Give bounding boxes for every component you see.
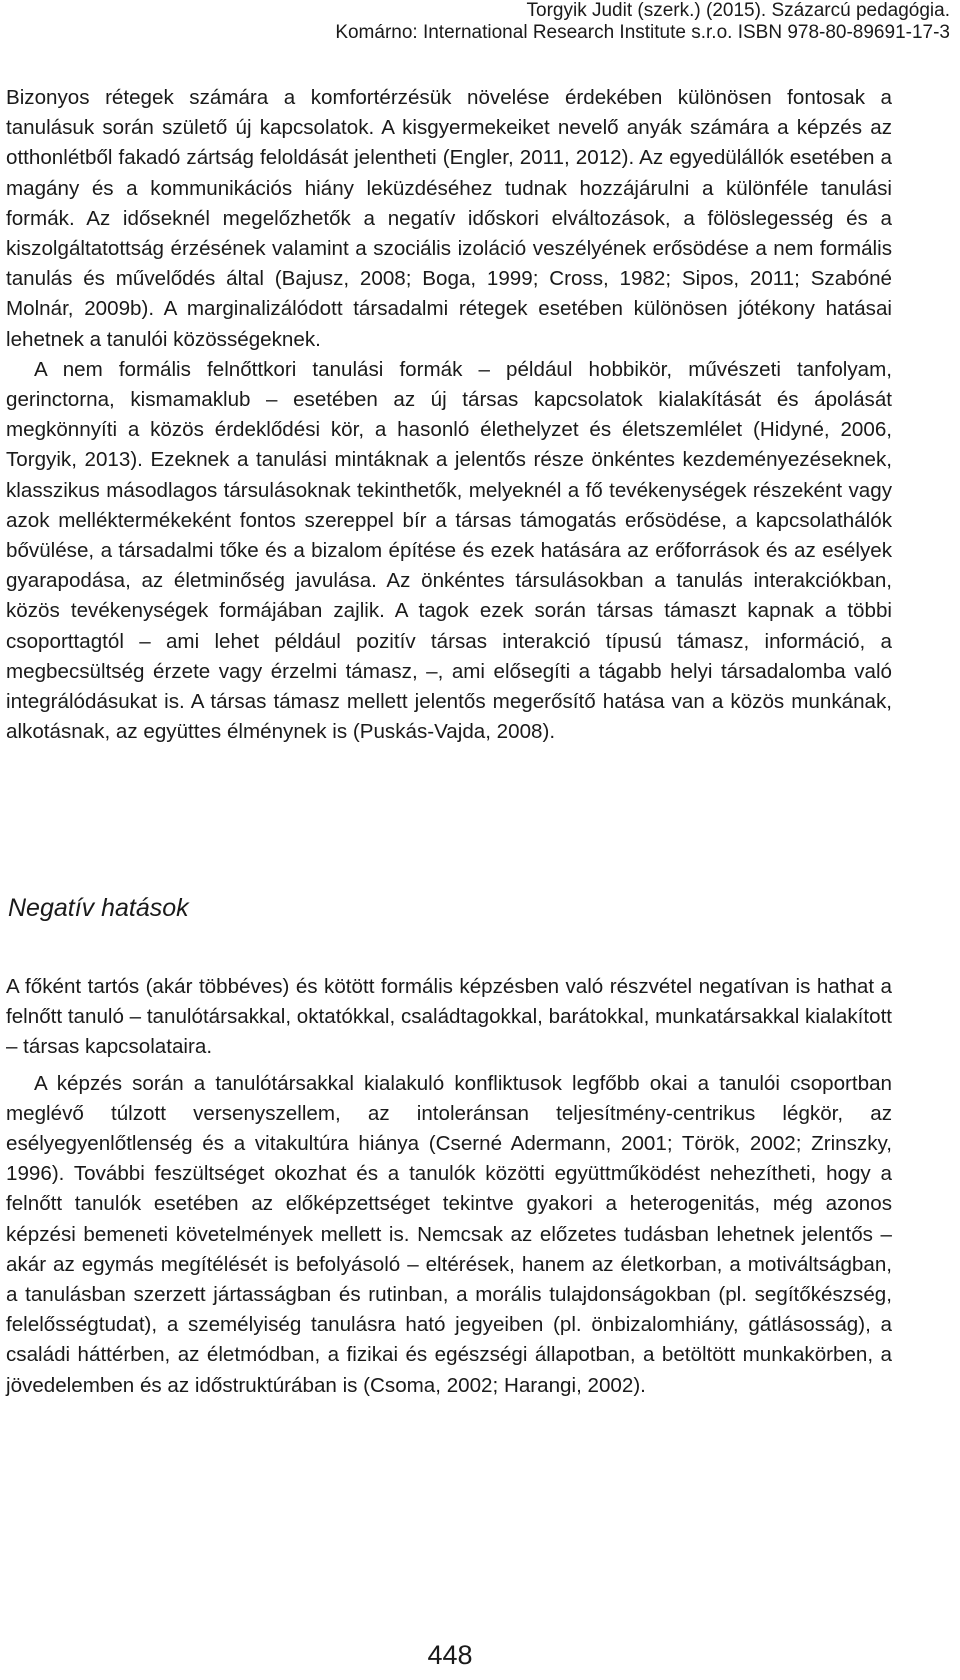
section-heading: Negatív hatások xyxy=(8,894,189,922)
header-publisher-line: Komárno: International Research Institute s.r.o. ISBN 978-80-89691-17-3 xyxy=(335,22,950,43)
page-number: 448 xyxy=(427,1640,473,1670)
section-negative-effects xyxy=(6,972,892,1401)
header-citation-line: Torgyik Judit (szerk.) (2015). Százarcú pedagógia. xyxy=(526,0,950,21)
body-paragraph: A nem formális felnőttkori tanulási formák – például hobbikör, művészeti tanfolyam, gerinctorna, kismamaklub – esetében az új társas kapcsolatok kialakítását és ápolását megkönnyíti a közös érdeklődési kör, a hasonló élethelyzet és életszemlélet (Hidyné, 2006, Torgyik, 2013). Ezeknek a tanulási mintáknak a jelentős része önkéntes kezdeményezéseknek, klasszikus másodlagos társulásoknak tekinthetők, melyeknél a fő tevékenységek részeként vagy azok melléktermékeként fontos szereppel bír a társas támogatás erősödése, a kapcsolathálók bővülése, a társadalmi tőke és a bizalom építése és ezek hatására az erőforrások és az esélyek gyarapodása, az életminőség javulása. Az önkéntes társulásokban a tanulás interakciókban, közös tevékenységek formájában zajlik. A tagok ezek során társas támaszt kapnak a többi csoporttagtól – ami lehet például pozitív társas interakció típusú támasz, információ, a megbecsültség érzete vagy érzelmi támasz, –, ami elősegíti a tágabb helyi társadalomba való integrálódásukat is. A társas támasz mellett jelentős megerősítő hatása van a közös munkának, alkotásnak, az együttes élménynek is (Puskás-Vajda, 2008). xyxy=(6,357,892,744)
body-paragraph: A képzés során a tanulótársakkal kialakuló konfliktusok legfőbb okai a tanulói csoportban meglévő túlzott versenyszellem, az intoleránsan teljesítmény-centrikus légkör, az esélyegyenlőtlenség és a vitakultúra hiánya (Cserné Adermann, 2001; Török, 2002; Zrinszky, 1996). További feszültséget okozhat és a tanulók közötti együttműködést nehezítheti, hogy a felnőtt tanulók esetében az előképzettséget tekintve gyakori a heterogenitás, még azonos képzési bemeneti követelmények mellett is. Nemcsak az előzetes tudásban lehetnek jelentős – akár az egymás megítélését is befolyásoló – eltérések, hanem az életkorban, a motiváltságban, a tanulásban szerzett jártasságban és rutinban, a morális tulajdonságokban (pl. segítőkészség, felelősségtudat), a személyiség tanulásra ható jegyeiben (pl. önbizalomhiány, gátlásosság), a családi háttérben, az életmódban, a fizikai és egészségi állapotban, a betöltött munkakörben, a jövedelemben és az időstruktúrában is (Csoma, 2002; Harangi, 2002). xyxy=(6,1071,892,1397)
body-paragraph: Bizonyos rétegek számára a komfortérzésük növelése érdekében különösen fontosak a tanulásuk során születő új kapcsolatok. A kisgyermekeiket nevelő anyák számára a képzés az otthonlétből fakadó zártság feloldását jelentheti (Engler, 2011, 2012). Az egyedülállók esetében a magány és a kommunikációs hiány leküzdéséhez tudnak hozzájárulni a különféle tanulási formák. Az időseknél megelőzhetők a negatív időskori elváltozások, a fölöslegesség és a kiszolgáltatottság érzésének valamint a szociális izoláció veszélyének erősödése a nem formális tanulás és művelődés által (Bajusz, 2008; Boga, 1999; Cross, 1982; Sipos, 2011; Szabóné Molnár, 2009b). A marginalizálódott társadalmi rétegek esetében különösen jótékony hatásai lehetnek a tanulói közösségeknek. xyxy=(6,86,892,351)
section-positive-effects xyxy=(6,83,892,747)
body-paragraph: A főként tartós (akár többéves) és kötött formális képzésben való részvétel negatívan is hathat a felnőtt tanuló – tanulótársakkal, oktatókkal, családtagokkal, barátokkal, munkatársakkal kialakított – társas kapcsolataira. xyxy=(6,975,893,1059)
running-header xyxy=(335,0,950,44)
